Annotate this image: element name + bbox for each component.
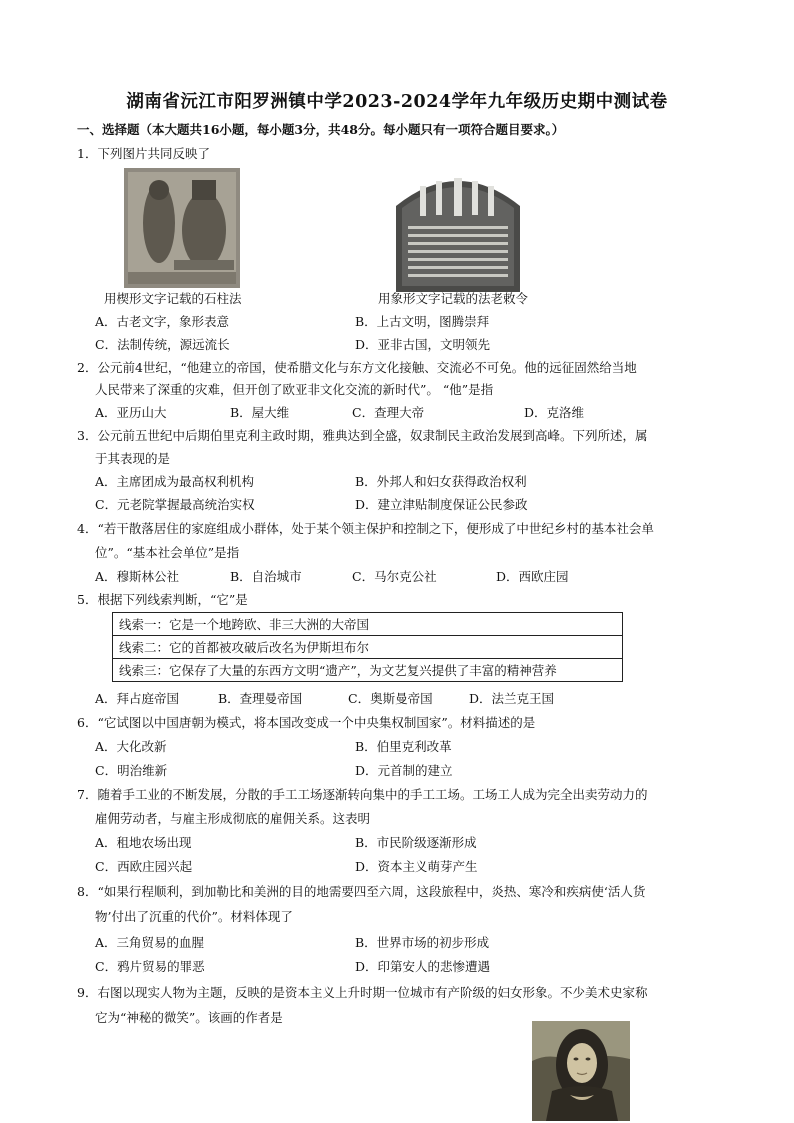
q6-option-d[interactable]: D．元首制的建立: [355, 763, 453, 778]
q7-line-2: 雇佣劳动者，与雇主形成彻底的雇佣关系。这表明: [95, 811, 371, 826]
q2-option-b[interactable]: B．屋大维: [230, 405, 290, 420]
q1-caption-left: 用楔形文字记载的石柱法: [104, 291, 242, 306]
q6-stem: 6．“它试图以中国唐朝为模式，将本国改变成一个中央集权制国家”。材料描述的是: [77, 715, 536, 730]
q7-option-d[interactable]: D．资本主义萌芽产生: [355, 859, 478, 874]
q4-line-1: 4．“若干散落居住的家庭组成小群体，处于某个领主保护和控制之下，便形成了中世纪乡村的基本社会单: [77, 521, 654, 536]
q8-option-a[interactable]: A．三角贸易的血腥: [95, 935, 205, 950]
q2-option-a[interactable]: A．亚历山大: [95, 405, 167, 420]
q3-line-1: 3．公元前五世纪中后期伯里克利主政时期，雅典达到全盛，奴隶制民主政治发展到高峰。下列所述，属: [77, 428, 648, 443]
q2-option-d[interactable]: D．克洛维: [524, 405, 585, 420]
page-title: 湖南省沅江市阳罗洲镇中学2023-2024学年九年级历史期中测试卷: [126, 92, 668, 112]
q6-option-c[interactable]: C．明治维新: [95, 763, 168, 778]
q2-line-2: 人民带来了深重的灾难，但开创了欧亚非文化交流的新时代”。 “他”是指: [95, 382, 494, 397]
q7-option-b[interactable]: B．市民阶级逐渐形成: [355, 835, 477, 850]
q6-option-a[interactable]: A．大化改新: [95, 739, 167, 754]
q5-clues-table: [112, 612, 623, 682]
q1-stem: 1．下列图片共同反映了: [77, 146, 210, 161]
q5-clue-1: 线索一：它是一个地跨欧、非三大洲的大帝国: [113, 613, 623, 636]
q8-line-2: 物’付出了沉重的代价”。材料体现了: [95, 909, 293, 924]
q8-option-d[interactable]: D．印第安人的悲惨遭遇: [355, 959, 491, 974]
q3-option-b[interactable]: B．外邦人和妇女获得政治权利: [355, 474, 527, 489]
q1-option-b[interactable]: B．上古文明，图腾崇拜: [355, 314, 490, 329]
q4-line-2: 位”。“基本社会单位”是指: [95, 545, 240, 560]
q8-option-b[interactable]: B．世界市场的初步形成: [355, 935, 490, 950]
table-row: [113, 636, 623, 659]
q9-line-1: 9．右图以现实人物为主题，反映的是资本主义上升时期一位城市有产阶级的妇女形象。不少美术史家称: [77, 985, 648, 1000]
q5-option-a[interactable]: A．拜占庭帝国: [95, 691, 180, 706]
cuneiform-stele-image: [124, 168, 240, 288]
q1-option-a[interactable]: A．古老文字，象形表意: [95, 314, 230, 329]
q1-option-d[interactable]: D．亚非古国，文明领先: [355, 337, 491, 352]
q3-option-c[interactable]: C．元老院掌握最高统治实权: [95, 497, 255, 512]
q7-line-1: 7．随着手工业的不断发展，分散的手工工场逐渐转向集中的手工工场。工场工人成为完全出卖劳动力的: [77, 787, 648, 802]
q7-option-c[interactable]: C．西欧庄园兴起: [95, 859, 193, 874]
q4-option-b[interactable]: B．自治城市: [230, 569, 302, 584]
q5-stem: 5．根据下列线索判断，“它”是: [77, 592, 248, 607]
q6-option-b[interactable]: B．伯里克利改革: [355, 739, 452, 754]
q3-line-2: 于其表现的是: [95, 451, 171, 466]
q3-option-a[interactable]: A．主席团成为最高权利机构: [95, 474, 255, 489]
q7-option-a[interactable]: A．租地农场出现: [95, 835, 192, 850]
mona-lisa-image: [532, 1021, 630, 1121]
hieroglyph-decree-image: [396, 166, 520, 292]
q8-option-c[interactable]: C．鸦片贸易的罪恶: [95, 959, 205, 974]
q3-option-d[interactable]: D．建立津贴制度保证公民参政: [355, 497, 528, 512]
q5-clue-3: 线索三：它保存了大量的东西方文明“遗产”，为文艺复兴提供了丰富的精神营养: [113, 659, 623, 682]
q5-option-b[interactable]: B．查理曼帝国: [218, 691, 303, 706]
q4-option-a[interactable]: A．穆斯林公社: [95, 569, 180, 584]
q5-option-c[interactable]: C．奥斯曼帝国: [348, 691, 433, 706]
q1-option-c[interactable]: C．法制传统，源远流长: [95, 337, 230, 352]
q8-line-1: 8．“如果行程顺利，到加勒比和美洲的目的地需要四至六周，这段旅程中，炎热、寒冷和疾病使‘活人货: [77, 884, 646, 899]
q2-option-c[interactable]: C．查理大帝: [352, 405, 425, 420]
q5-option-d[interactable]: D．法兰克王国: [469, 691, 555, 706]
q4-option-d[interactable]: D．西欧庄园: [496, 569, 569, 584]
q2-line-1: 2．公元前4世纪，“他建立的帝国，使希腊文化与东方文化接触、交流必不可免。他的远征固然给当地: [77, 360, 637, 375]
q1-caption-right: 用象形文字记载的法老敕令: [378, 291, 529, 306]
table-row: [113, 613, 623, 636]
q5-clue-2: 线索二：它的首都被攻破后改名为伊斯坦布尔: [113, 636, 623, 659]
table-row: [113, 659, 623, 682]
q4-option-c[interactable]: C．马尔克公社: [352, 569, 437, 584]
q9-line-2: 它为“神秘的微笑”。该画的作者是: [95, 1010, 283, 1025]
section-heading: 一、选择题（本大题共16小题，每小题3分，共48分。每小题只有一项符合题目要求。）: [77, 122, 565, 137]
